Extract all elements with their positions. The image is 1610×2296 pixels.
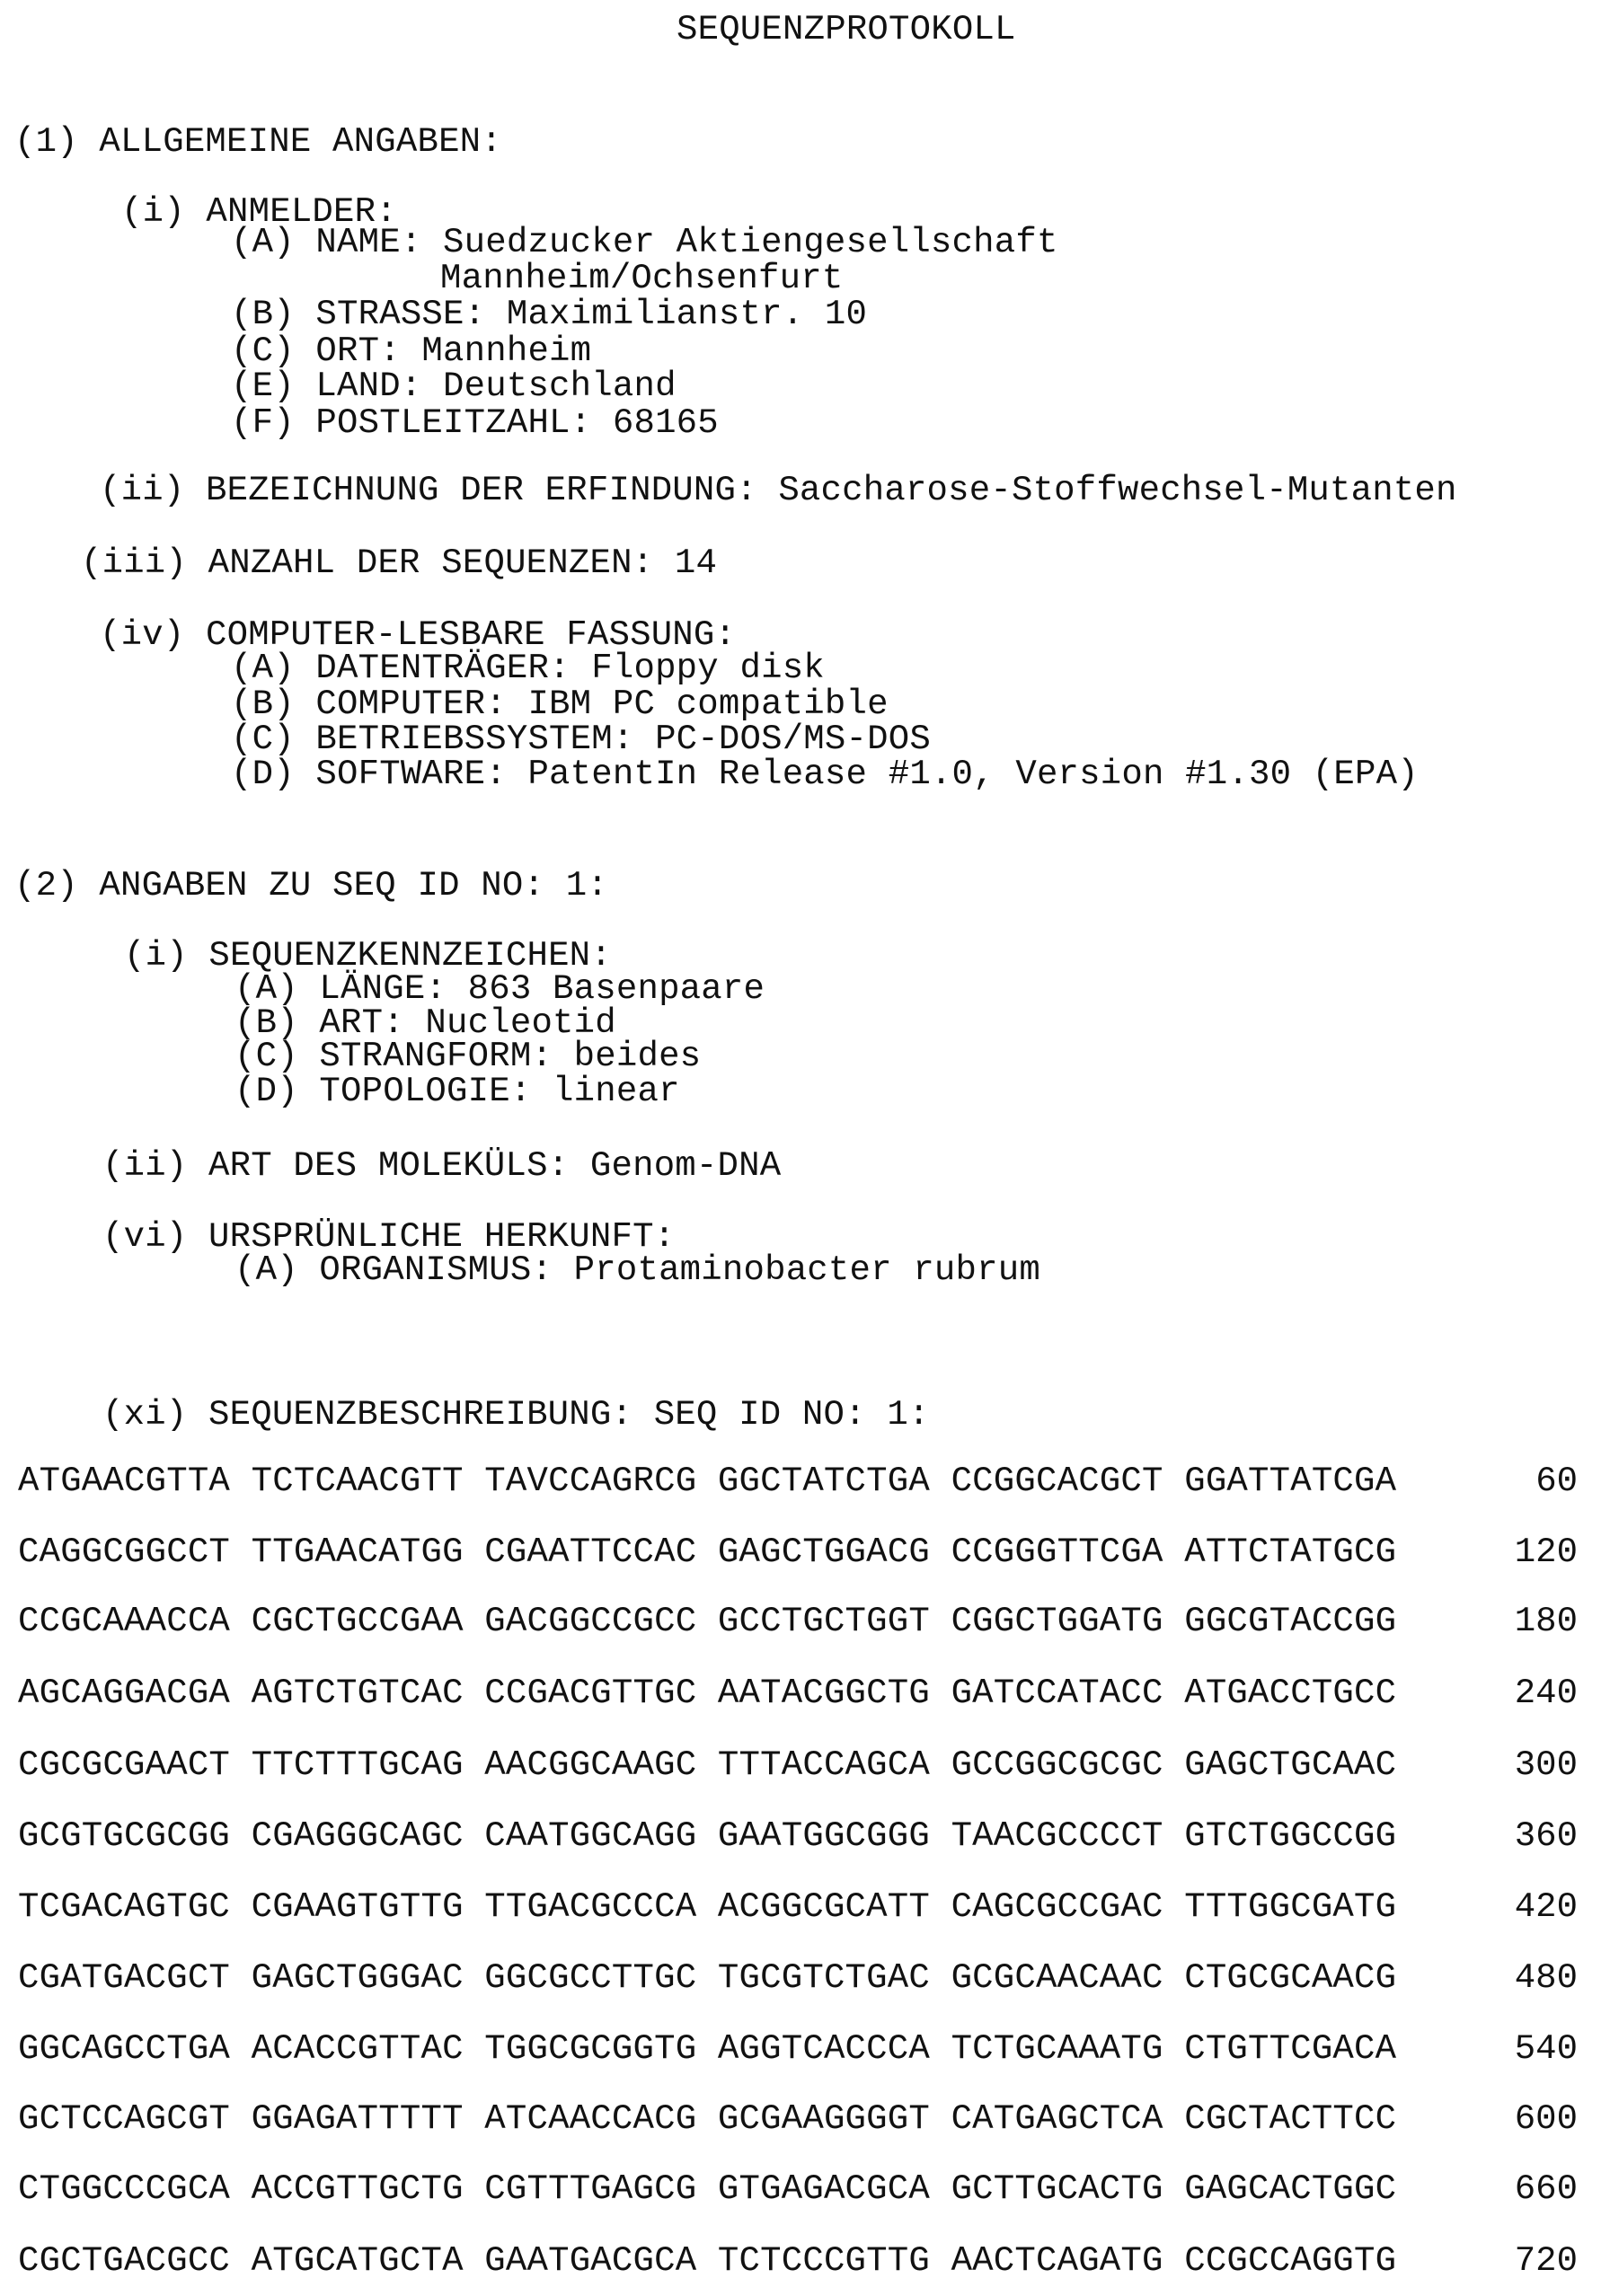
applicant-city: (C) ORT: Mannheim [231, 331, 591, 371]
applicant-country: (E) LAND: Deutschland [231, 366, 677, 406]
applicant-name-continued: Mannheim/Ochsenfurt [440, 259, 843, 298]
sequence-position: 360 [1515, 1816, 1578, 1856]
applicant-street: (B) STRASSE: Maximilianstr. 10 [231, 295, 867, 334]
applicant-postcode: (F) POSTLEITZAHL: 68165 [231, 403, 719, 443]
sequence-text: CGCTGACGCC ATGCATGCTA GAATGACGCA TCTCCCGTTG AACTCAGATG CCGCCAGGTG [18, 2241, 1396, 2281]
sequence-text: ATGAACGTTA TCTCAACGTT TAVCCAGRCG GGCTATCTGA CCGGCACGCT GGATTATCGA [18, 1461, 1396, 1501]
applicant-label: (i) ANMELDER: [121, 192, 397, 232]
sequence-description-label: (xi) SEQUENZBESCHREIBUNG: SEQ ID NO: 1: [102, 1395, 930, 1435]
sequence-position: 480 [1515, 1958, 1578, 1998]
applicant-name: (A) NAME: Suedzucker Aktiengesellschaft [231, 223, 1058, 262]
sequence-position: 300 [1515, 1745, 1578, 1785]
sequence-position: 720 [1515, 2241, 1578, 2281]
sequence-type: (B) ART: Nucleotid [234, 1003, 616, 1043]
sequence-text: CGATGACGCT GAGCTGGGAC GGCGCCTTGC TGCGTCTGAC GCGCAACAAC CTGCGCAACG [18, 1958, 1396, 1998]
computer-readable-form-label: (iv) COMPUTER-LESBARE FASSUNG: [100, 615, 736, 655]
operating-system: (C) BETRIEBSSYSTEM: PC-DOS/MS-DOS [231, 720, 931, 759]
sequence-position: 600 [1515, 2099, 1578, 2139]
sequence-text: CTGGCCCGCA ACCGTTGCTG CGTTTGAGCG GTGAGACGCA GCTTGCACTG GAGCACTGGC [18, 2169, 1396, 2209]
section-1-heading: (1) ALLGEMEINE ANGABEN: [14, 122, 502, 162]
sequence-text: GCGTGCGCGG CGAGGGCAGC CAATGGCAGG GAATGGCGGG TAACGCCCCT GTCTGGCCGG [18, 1816, 1396, 1856]
molecule-type: (ii) ART DES MOLEKÜLS: Genom-DNA [102, 1146, 781, 1186]
sequence-position: 180 [1515, 1602, 1578, 1641]
strandedness: (C) STRANGFORM: beides [234, 1037, 701, 1076]
invention-title: (ii) BEZEICHNUNG DER ERFINDUNG: Saccharose-Stoffwechsel-Mutanten [100, 471, 1457, 510]
original-source-label: (vi) URSPRÜNLICHE HERKUNFT: [102, 1217, 675, 1257]
sequence-position: 120 [1515, 1532, 1578, 1572]
sequence-length: (A) LÄNGE: 863 Basenpaare [234, 969, 765, 1009]
sequence-position: 420 [1515, 1887, 1578, 1927]
sequence-text: TCGACAGTGC CGAAGTGTTG TTGACGCCCA ACGGCGCATT CAGCGCCGAC TTTGGCGATG [18, 1887, 1396, 1927]
document-title: SEQUENZPROTOKOLL [677, 10, 1016, 49]
number-of-sequences: (iii) ANZAHL DER SEQUENZEN: 14 [81, 543, 717, 583]
organism: (A) ORGANISMUS: Protaminobacter rubrum [234, 1250, 1040, 1290]
sequence-position: 540 [1515, 2029, 1578, 2069]
sequence-text: CCGCAAACCA CGCTGCCGAA GACGGCCGCC GCCTGCTGGT CGGCTGGATG GGCGTACCGG [18, 1602, 1396, 1641]
section-2-heading: (2) ANGABEN ZU SEQ ID NO: 1: [14, 866, 608, 905]
sequence-characteristics-label: (i) SEQUENZKENNZEICHEN: [124, 936, 612, 976]
sequence-text: AGCAGGACGA AGTCTGTCAC CCGACGTTGC AATACGGCTG GATCCATACC ATGACCTGCC [18, 1673, 1396, 1713]
sequence-position: 660 [1515, 2169, 1578, 2209]
sequence-position: 240 [1515, 1673, 1578, 1713]
software: (D) SOFTWARE: PatentIn Release #1.0, Version #1.30 (EPA) [231, 755, 1419, 794]
sequence-text: GCTCCAGCGT GGAGATTTTT ATCAACCACG GCGAAGGGGT CATGAGCTCA CGCTACTTCC [18, 2099, 1396, 2139]
data-medium: (A) DATENTRÄGER: Floppy disk [231, 649, 825, 688]
topology: (D) TOPOLOGIE: linear [234, 1072, 680, 1111]
sequence-text: CGCGCGAACT TTCTTTGCAG AACGGCAAGC TTTACCAGCA GCCGGCGCGC GAGCTGCAAC [18, 1745, 1396, 1785]
computer: (B) COMPUTER: IBM PC compatible [231, 684, 889, 724]
sequence-text: CAGGCGGCCT TTGAACATGG CGAATTCCAC GAGCTGGACG CCGGGTTCGA ATTCTATGCG [18, 1532, 1396, 1572]
sequence-position: 60 [1535, 1461, 1578, 1501]
sequence-text: GGCAGCCTGA ACACCGTTAC TGGCGCGGTG AGGTCACCCA TCTGCAAATG CTGTTCGACA [18, 2029, 1396, 2069]
